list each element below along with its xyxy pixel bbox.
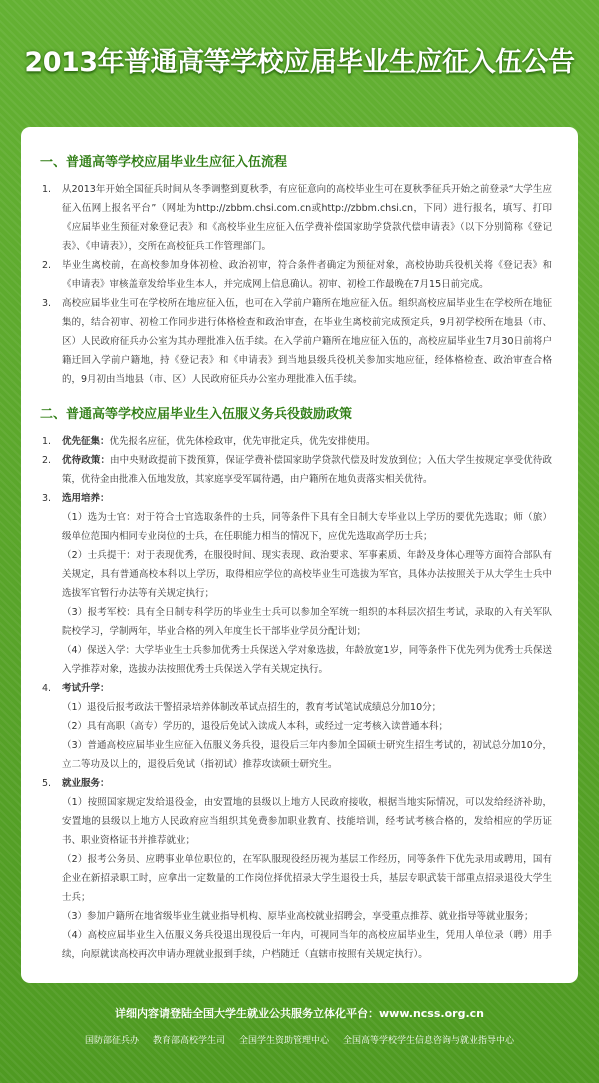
section-2-item — [37, 451, 552, 489]
sub-item: （1）按照国家规定发给退役金，由安置地的县级以上地方人民政府接收，根据当地实际情况，可以发给经济补助，安置地的县级以上地方人民政府应当组织其免费参加职业教育、技能培训，经考试考核合格的，发给相应的学历证书、职业资格证书并推荐就业； — [62, 797, 552, 846]
item-number: 4. — [42, 683, 52, 694]
item-number: 3. — [42, 493, 52, 504]
sub-item: （4）保送入学：大学毕业生士兵参加优秀士兵保送入学对象选拔，年龄放宽1岁，同等条件下优先列为优秀士兵保送入学推荐对象，选拔办法按照优秀士兵保送入学有关规定执行。 — [62, 645, 552, 675]
sub-item: （3）普通高校应届毕业生应征入伍服义务兵役，退役后三年内参加全国硕士研究生招生考试的，初试总分加10分，立二等功及以上的，退役后免试（指初试）推荐攻读硕士研究生。 — [62, 740, 552, 770]
item-label: 选用培养： — [62, 493, 110, 504]
item-number: 5. — [42, 778, 52, 789]
sub-item: （4）高校应届毕业生入伍服义务兵役退出现役后一年内，可视同当年的高校应届毕业生，凭用人单位录（聘）用手续，向原就读高校再次申请办理就业报到手续，户档随迁（直辖市按照有关规定执行）。 — [62, 930, 552, 960]
item-label: 优待政策： — [62, 455, 111, 466]
section-2-heading: 二、普通高等学校应届毕业生入伍服义务兵役鼓励政策 — [40, 407, 353, 422]
item-text: 由中央财政提前下拨预算，保证学费补偿国家助学贷款代偿及时发放到位；入伍大学生按规定享受优待政策，优待金由批准入伍地发放，其家庭享受军属待遇，由户籍所在地负责落实相关优待。 — [62, 455, 552, 485]
item-number: 3. — [42, 298, 52, 309]
section-1-item — [37, 294, 552, 389]
footer-website-line: 详细内容请登陆全国大学生就业公共服务立体化平台：www.ncss.org.cn — [115, 1007, 484, 1020]
sub-item: （2）士兵提干：对于表现优秀，在服役时间、现实表现、政治要求、军事素质、年龄及身体心理等方面符合部队有关规定，具有普通高校本科以上学历，取得相应学位的高校毕业生可选拔为军官，具体办法按照关于从大学生士兵中选拔军官暂行办法等有关规定执行； — [62, 550, 552, 599]
footer-org: 全国高等学校学生信息咨询与就业指导中心 — [343, 1036, 515, 1046]
item-text: 高校应届毕业生可在学校所在地应征入伍，也可在入学前户籍所在地应征入伍。组织高校应届毕业生在学校所在地征集的，结合初审、初检工作同步进行体格检查和政治审查，在毕业生离校前完成预定兵，9月初学校所在地县（市、区）人民政府征兵办公室为其办理批准入伍手续。在入学前户籍所在地应征入伍的，高校应届毕业生7月30日前将户籍迁回入学前户籍地，持《登记表》和《申请表》到当地县级兵役机关参加实地应征，经体格检查、政治审查合格的，9月初由当地县（市、区）人民政府征兵办公室办理批准入伍手续。 — [62, 298, 552, 385]
notice-card — [21, 127, 578, 983]
sub-item: （1）退役后报考政法干警招录培养体制改革试点招生的，教育考试笔试成绩总分加10分； — [62, 702, 442, 713]
footer-org: 全国学生资助管理中心 — [239, 1036, 330, 1046]
footer-org: 教育部高校学生司 — [152, 1036, 225, 1046]
item-text: 优先报名应征，优先体检政审，优先审批定兵，优先安排使用。 — [109, 436, 376, 447]
item-label: 考试升学： — [62, 683, 110, 694]
item-label: 就业服务： — [62, 778, 110, 789]
page-title: 2013年普通高等学校应届毕业生应征入伍公告 — [24, 47, 575, 78]
section-2-item — [37, 489, 552, 508]
item-label: 优先征集： — [62, 436, 110, 447]
section-2-item — [37, 679, 552, 698]
section-1-item — [37, 180, 552, 256]
item-text: 毕业生离校前，在高校参加身体初检、政治初审，符合条件者确定为预征对象，高校协助兵役机关将《登记表》和《申请表》审核盖章发给毕业生本人，并完成网上信息确认。初审、初检工作最晚在7月15日前完成。 — [62, 260, 552, 290]
footer-org: 国防部征兵办 — [84, 1036, 139, 1046]
item-number: 2. — [42, 455, 52, 466]
item-number: 2. — [42, 260, 52, 271]
sub-item: （1）选为士官：对于符合士官选取条件的士兵，同等条件下具有全日制大专毕业以上学历的要优先选取；师（旅）级单位范围内相同专业岗位的士兵，在任职能力相当的情况下，应优先选取高学历士兵； — [62, 512, 552, 542]
item-text: 从2013年开始全国征兵时间从冬季调整到夏秋季，有应征意向的高校毕业生可在夏秋季征兵开始之前登录“大学生应征入伍网上报名平台”（网址为http://zbbm.chsi.com.cn或http://zbbm.chsi.cn，下同）进行报名，填写、打印《应届毕业生预征对象登记表》和《高校毕业生应征入伍学费补偿国家助学贷款代偿申请表》（以下分别简称《登记表》、《申请表》），交所在高校征兵工作管理部门。 — [62, 184, 552, 252]
sub-item: （2）具有高职（高专）学历的，退役后免试入读成人本科，或经过一定考核入读普通本科； — [62, 721, 449, 732]
section-2-item — [37, 774, 552, 793]
sub-item: （2）报考公务员、应聘事业单位职位的，在军队服现役经历视为基层工作经历，同等条件下优先录用或聘用，国有企业在新招录职工时，应拿出一定数量的工作岗位择优招录大学生退役士兵，基层专职武装干部重点招录退役大学生士兵； — [62, 854, 552, 903]
section-2-item — [37, 432, 552, 451]
item-number: 1. — [42, 436, 52, 447]
footer-organizations — [0, 1033, 599, 1046]
sub-item: （3）报考军校：具有全日制专科学历的毕业生士兵可以参加全军统一组织的本科层次招生考试，录取的入有关军队院校学习，学制两年，毕业合格的列入年度生长干部毕业学员分配计划； — [62, 607, 552, 637]
item-number: 1. — [42, 184, 52, 195]
sub-item: （3）参加户籍所在地省级毕业生就业指导机构、原毕业高校就业招聘会，享受重点推荐、就业指导等就业服务； — [62, 911, 534, 922]
section-1-item — [37, 256, 552, 294]
section-1-heading: 一、普通高等学校应届毕业生应征入伍流程 — [40, 155, 288, 170]
